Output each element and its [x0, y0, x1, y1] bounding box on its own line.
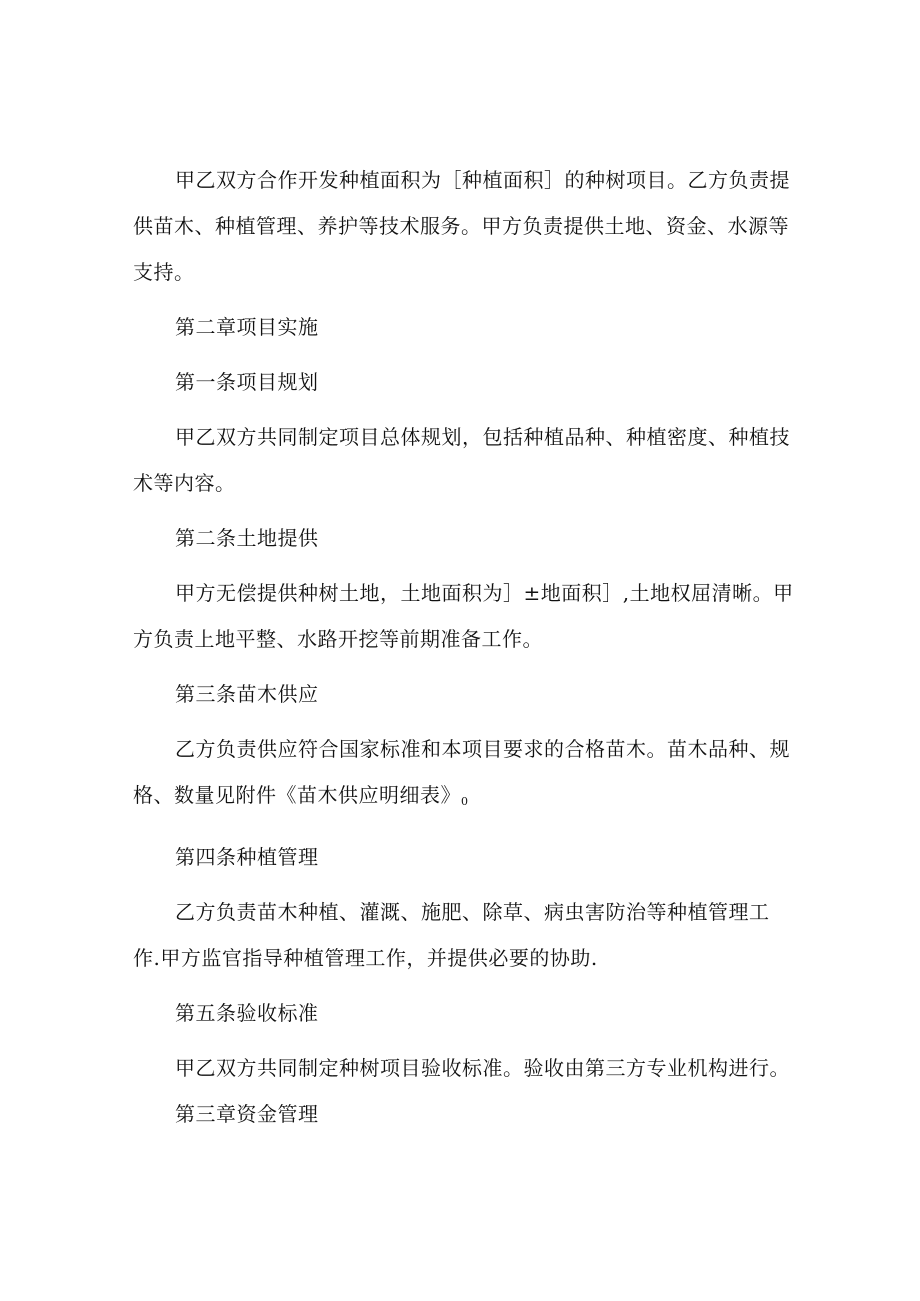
article-heading-project-planning: 第一条项目规划 — [175, 370, 319, 394]
chapter-heading-fund-management: 第三章资金管理 — [175, 1102, 319, 1126]
article-heading-seedling-supply: 第三条苗木供应 — [175, 682, 319, 706]
paragraph-seedling-supply-suffix: 0 — [461, 795, 468, 808]
paragraph-acceptance-standard: 甲乙双方共同制定种树项目验收标准。验收由第三方专业机构进行。 — [175, 1056, 790, 1080]
article-heading-land-provision: 第二条土地提供 — [175, 526, 319, 550]
paragraph-project-planning: 甲乙双方共同制定项目总体规划，包括种植品种、种植密度、种植技术等内容。 — [133, 425, 790, 495]
article-heading-planting-management: 第四条种植管理 — [175, 845, 319, 869]
paragraph-seedling-supply — [133, 726, 795, 825]
paragraph-land-provision: 甲方无偿提供种树土地，土地面积为］±地面积］,土地权屈清晰。甲方负责上地平整、水路开挖等前期准备工作。 — [133, 581, 794, 651]
document-body — [133, 157, 795, 1146]
paragraph-cooperation: 甲乙双方合作开发种植面积为［种植面积］的种树项目。乙方负责提供苗木、种植管理、养护等技术服务。甲方负责提供土地、资金、水源等支持。 — [133, 168, 790, 284]
paragraph-planting-management: 乙方负责苗木种植、灌溉、施肥、除草、病虫害防治等种植管理工作.甲方监官指导种植管理工作，并提供必要的协助. — [133, 900, 770, 970]
chapter-heading-project-implementation: 第二章项目实施 — [175, 315, 319, 339]
article-heading-acceptance-standard: 第五条验收标准 — [175, 1001, 319, 1025]
paragraph-seedling-supply-text: 乙方负责供应符合国家标准和本项目要求的合格苗木。苗木品种、规格、数量见附件《苗木供应明细表》 — [133, 737, 790, 807]
